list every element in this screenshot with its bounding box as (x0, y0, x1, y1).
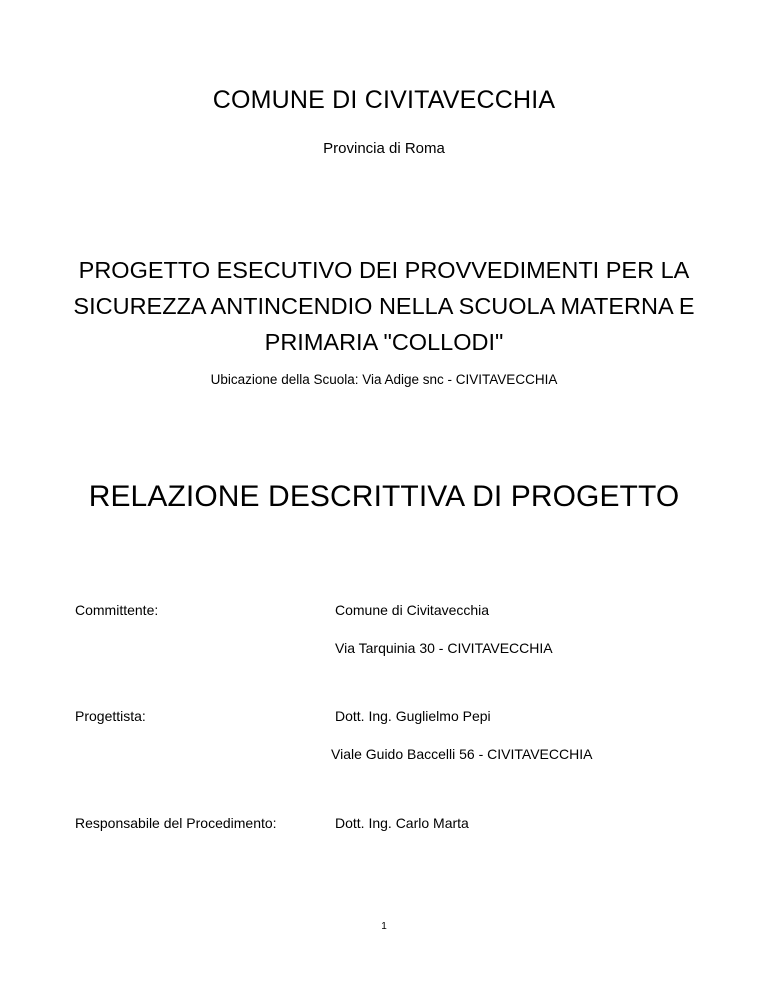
provincia-subtitle: Provincia di Roma (323, 140, 445, 157)
progettista-label: Progettista: (75, 708, 146, 724)
project-title-line: SICUREZZA ANTINCENDIO NELLA SCUOLA MATERNA E (73, 293, 695, 319)
progettista-address: Viale Guido Baccelli 56 - CIVITAVECCHIA (331, 746, 593, 762)
responsabile-label: Responsabile del Procedimento: (75, 815, 277, 831)
responsabile-name: Dott. Ing. Carlo Marta (335, 815, 469, 831)
document-title: RELAZIONE DESCRITTIVA DI PROGETTO (88, 480, 680, 513)
project-title (34, 252, 734, 360)
comune-title: COMUNE DI CIVITAVECCHIA (212, 86, 556, 114)
project-title-line: PROGETTO ESECUTIVO DEI PROVVEDIMENTI PER LA (78, 257, 690, 283)
progettista-name: Dott. Ing. Guglielmo Pepi (335, 708, 491, 724)
committente-address: Via Tarquinia 30 - CIVITAVECCHIA (335, 640, 553, 656)
page-number: 1 (381, 921, 387, 932)
school-location: Ubicazione della Scuola: Via Adige snc - CIVITAVECCHIA (210, 372, 558, 387)
committente-label: Committente: (75, 602, 159, 618)
committente-name: Comune di Civitavecchia (335, 602, 490, 618)
project-title-line: PRIMARIA "COLLODI" (264, 329, 504, 355)
